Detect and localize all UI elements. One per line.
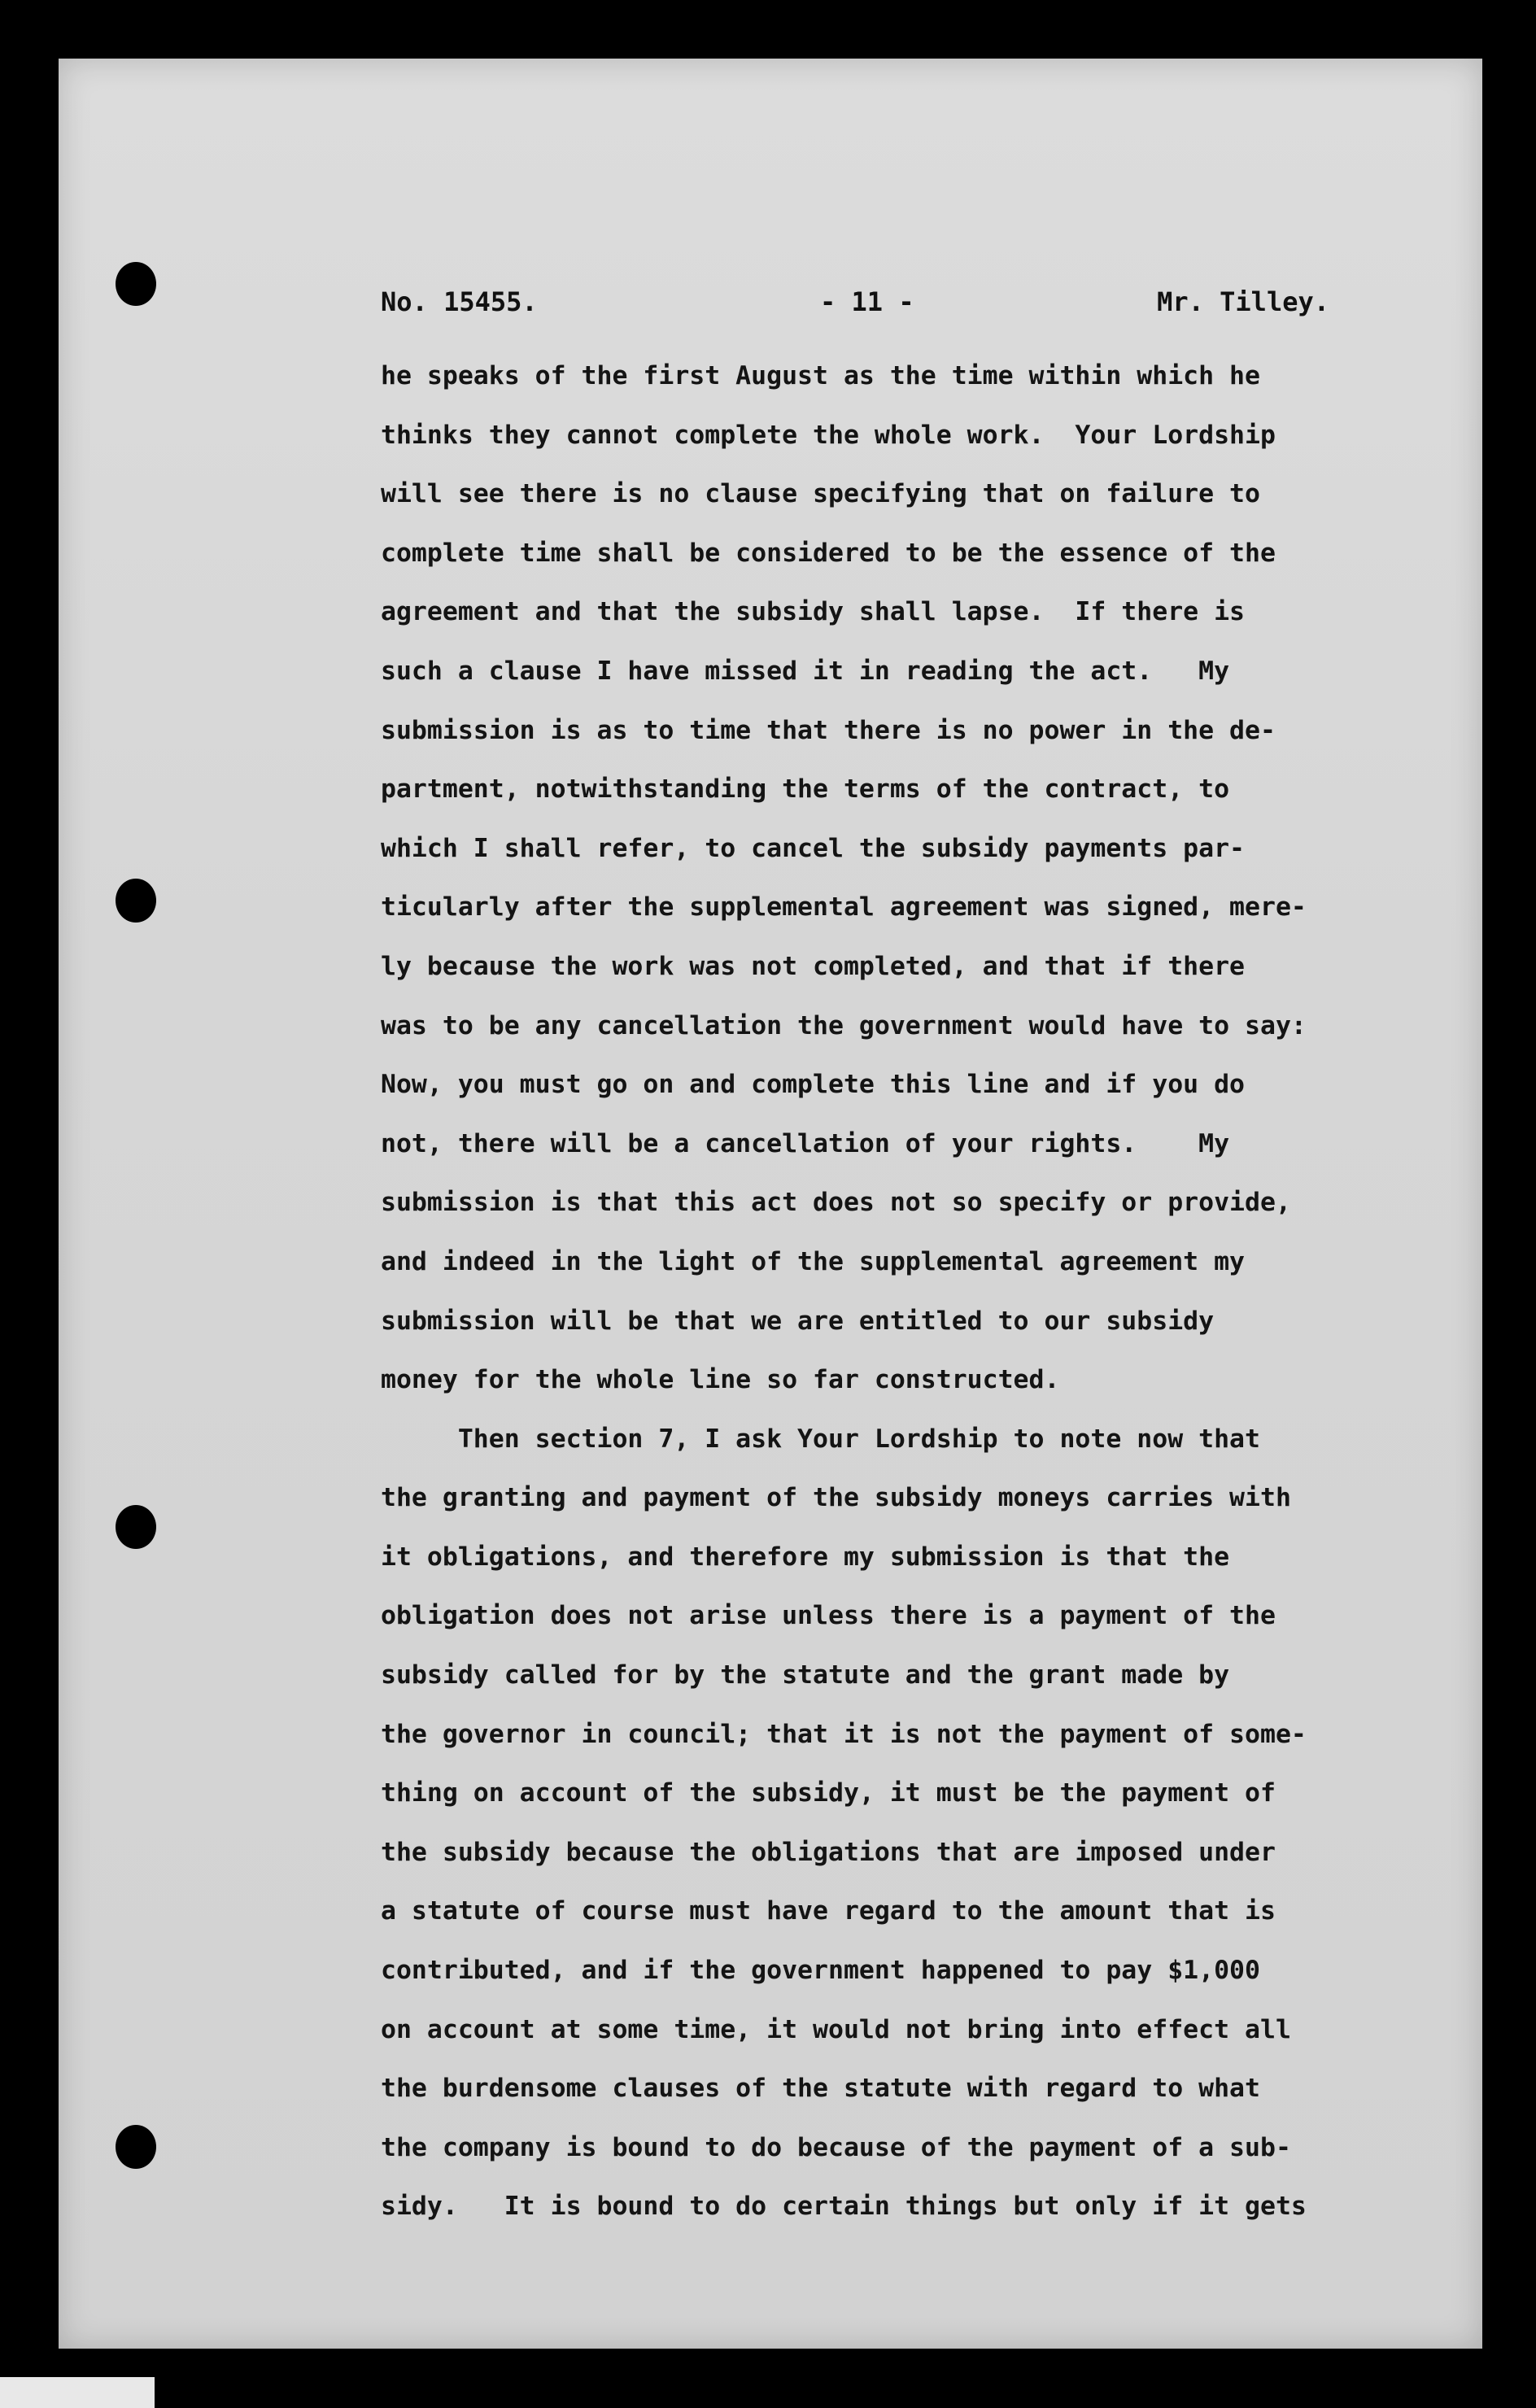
text-line: submission is as to time that there is no power in the de- [381,715,1276,745]
text-line: submission is that this act does not so specify or provide, [381,1188,1291,1218]
text-line: Then section 7, I ask Your Lordship to note now that [381,1424,1260,1454]
text-line: Now, you must go on and complete this line and if you do [381,1070,1246,1100]
punch-hole-3 [116,1505,156,1549]
text-line: complete time shall be considered to be the essence of the [381,538,1276,568]
text-line: sidy. It is bound to do certain things but only if it gets [381,2192,1307,2222]
text-line: he speaks of the first August as the time within which he [381,361,1260,390]
text-line: subsidy called for by the statute and the grant made by [381,1660,1230,1690]
text-line: contributed, and if the government happened to pay $1,000 [381,1956,1260,1986]
text-line: not, there will be a cancellation of your rights. My [381,1128,1230,1158]
text-line: the subsidy because the obligations that are imposed under [381,1837,1276,1867]
page-header [381,286,1329,327]
speaker-name: Mr. Tilley. [1157,286,1329,317]
text-line: the company is bound to do because of the payment of a sub- [381,2132,1291,2162]
text-line: on account at some time, it would not bring into effect all [381,2014,1291,2044]
text-line: thinks they cannot complete the whole work. Your Lordship [381,420,1276,450]
text-line: which I shall refer, to cancel the subsidy payments par- [381,833,1246,863]
page-number: - 11 - [820,286,914,317]
text-line: will see there is no clause specifying that on failure to [381,479,1260,509]
text-line: the burdensome clauses of the statute with regard to what [381,2074,1260,2104]
text-line: agreement and that the subsidy shall lapse. If there is [381,597,1246,627]
bottom-edge-strip [0,2377,155,2408]
text-line: ly because the work was not completed, and that if there [381,951,1246,981]
text-line: obligation does not arise unless there is a payment of the [381,1601,1276,1631]
text-line: thing on account of the subsidy, it must be the payment of [381,1778,1276,1808]
document-number: No. 15455. [381,286,538,317]
transcript-body [381,347,1455,2236]
punch-hole-2 [116,879,156,923]
text-line: was to be any cancellation the government would have to say: [381,1010,1307,1040]
text-line: the governor in council; that it is not the payment of some- [381,1719,1307,1749]
punch-hole-1 [116,262,156,306]
text-line: ticularly after the supplemental agreement was signed, mere- [381,892,1307,923]
text-line: a statute of course must have regard to the amount that is [381,1896,1276,1926]
text-line: money for the whole line so far constructed. [381,1365,1060,1395]
text-line: and indeed in the light of the supplemental agreement my [381,1246,1246,1276]
text-line: submission will be that we are entitled to our subsidy [381,1306,1215,1336]
punch-hole-4 [116,2125,156,2169]
text-line: partment, notwithstanding the terms of the contract, to [381,774,1230,805]
text-line: the granting and payment of the subsidy moneys carries with [381,1483,1291,1513]
text-line: it obligations, and therefore my submission is that the [381,1542,1230,1572]
text-line: such a clause I have missed it in reading the act. My [381,656,1230,686]
